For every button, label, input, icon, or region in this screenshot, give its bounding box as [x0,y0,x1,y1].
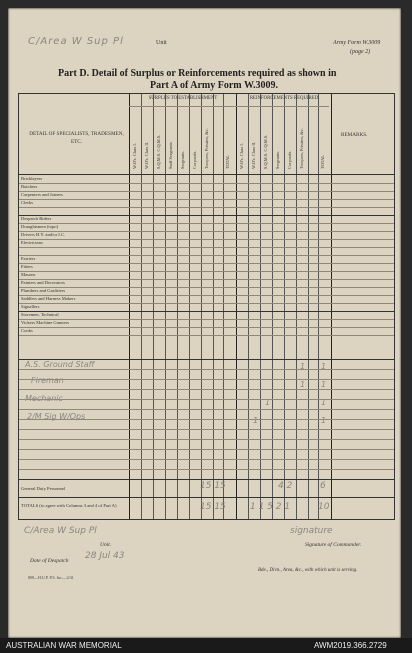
row-label: Draughtsmen (topo) [21,224,59,229]
col-surplus-wo1: W.O's. Class I. [132,143,137,169]
footer-unit-label: Unit. [100,542,112,548]
row-label: Vickers Machine Gunners [21,320,69,325]
col-reinf-sqms: S.Q.M.S. C.Q.M.S. [263,134,268,169]
remarks-header: REMARKS. [341,132,368,138]
row-label: Electricians [21,240,43,245]
form-page: (page 2) [350,49,371,55]
row-label: Farriers [21,256,36,261]
row-label: Butchers [21,184,38,189]
col-reinf-wo1: W.O's. Class I. [239,143,244,169]
despatch-label: Date of Despatch [30,558,69,564]
form-number: Army Form W.3009 [333,40,381,46]
general-duty-surplus: 15 15 [200,481,226,491]
col-reinf-wo2: W.O's. Class II. [251,141,256,169]
establishment-table: SURPLUS TO ESTABLISHMENT REINFORCEMENTS REQUIRED DETAIL OF SPECIALISTS, TRADESMEN, ETC. REMARKS. W.O's. Class I. W.O's. Class II. S.Q.M.S. C.Q.M.S. Staff Sergeants. Sergeants. Corporals. Troopers, Privates, &c. TOTAL W.O's. Class I. W.O's. Class II. S.Q.M.S. C.Q.M.S. Sergeants. Corporals. Troopers, Privates, &c. TOTAL Bricklayers Butchers Carpenters and Joiners Clerks Despatch Riders Draughtsmen (topo) Drivers H.Y. and/or I.C. Electricians Farriers Fitters Masons Painters and Decorators Plumbers and Gasfitters Saddlers and Harness Makers Signallers Storemen, Technical Vickers Machine Gunners Cooks A.S. Ground Staff Fireman Mechanic 2/M Sig W/Ops 1 1 1 1 1 1 1 1 General Duty Personnel 15 15 4 2 6 TOTALS (to agree with Columns 3 and 4 of Part A) 15 15 1 1 5 2 1 10 [18,93,395,520]
header-unit-label: Unit [156,40,167,46]
col-reinf-total: TOTAL [320,155,325,169]
header-unit-handwritten: C/Area W Sup Pl [28,36,124,47]
row-label: Masons [21,272,36,277]
col-reinf-troopers: Troopers, Privates, &c. [299,128,304,169]
row-label: Plumbers and Gasfitters [21,288,66,293]
col-surplus-troopers: Troopers, Privates, &c. [204,128,209,169]
col-surplus-wo2: W.O's. Class II. [144,141,149,169]
totals-reinf-total: 10 [318,502,330,512]
handwritten-row: Fireman [31,376,64,385]
reinforcements-header: REINFORCEMENTS REQUIRED [249,96,319,101]
row-label: Cooks [21,328,33,333]
totals-label: TOTALS (to agree with Columns 3 and 4 of Part A) [21,503,117,508]
row-label: Carpenters and Joiners [21,192,63,197]
col-surplus-total: TOTAL [225,155,230,169]
col-surplus-sgt: Sergeants. [180,150,185,169]
totals-surplus: 15 15 [200,502,226,512]
row-label: Fitters [21,264,33,269]
handwritten-row: A.S. Ground Staff [25,360,95,369]
title-line-1: Part D. Detail of Surplus or Reinforcements required as shown in [58,68,337,79]
col-surplus-cpl: Corporals. [192,150,197,169]
row-label: Storemen, Technical [21,312,59,317]
col-surplus-staff-sgt: Staff Sergeants. [168,141,173,169]
col-reinf-sgt: Sergeants. [275,150,280,169]
row-label: Drivers H.Y. and/or I.C. [21,232,66,237]
despatch-date: 28 Jul 43 [85,551,125,561]
footer-unit-handwritten: C/Area W Sup Pl [24,526,97,536]
detail-header: DETAIL OF SPECIALISTS, TRADESMEN, ETC. [29,131,124,145]
row-label: Bricklayers [21,176,43,181]
printer-note: 808—H.U.P. P.S. Inc.—2/41 [28,575,74,580]
col-surplus-sqms: S.Q.M.S. C.Q.M.S. [156,134,161,169]
handwritten-row: Mechanic [25,394,63,403]
row-label: Clerks [21,200,33,205]
row-label: Despatch Riders [21,216,52,221]
archive-left-text: AUSTRALIAN WAR MEMORIAL [6,641,122,650]
general-duty-label: General Duty Personnel [21,486,66,491]
title-line-2: Part A of Army Form W.3009. [150,80,279,91]
row-label: Saddlers and Harness Makers [21,296,76,301]
col-reinf-cpl: Corporals. [287,150,292,169]
general-duty-reinf: 4 2 [278,481,293,491]
row-label: Painters and Decorators [21,280,65,285]
handwritten-row: 2/M Sig W/Ops [27,412,86,421]
general-duty-total: 6 [320,481,326,491]
archive-right-text: AWM2019.366.2729 [314,641,387,650]
row-label: Signallers [21,304,40,309]
signature-label: Signature of Commander. [305,542,362,548]
commander-signature: signature [290,526,333,536]
bde-label: Bde., Divn., Area, &c., with which unit is serving. [258,568,358,573]
surplus-header: SURPLUS TO ESTABLISHMENT [148,96,218,101]
totals-reinf: 1 1 5 2 1 [250,502,291,512]
